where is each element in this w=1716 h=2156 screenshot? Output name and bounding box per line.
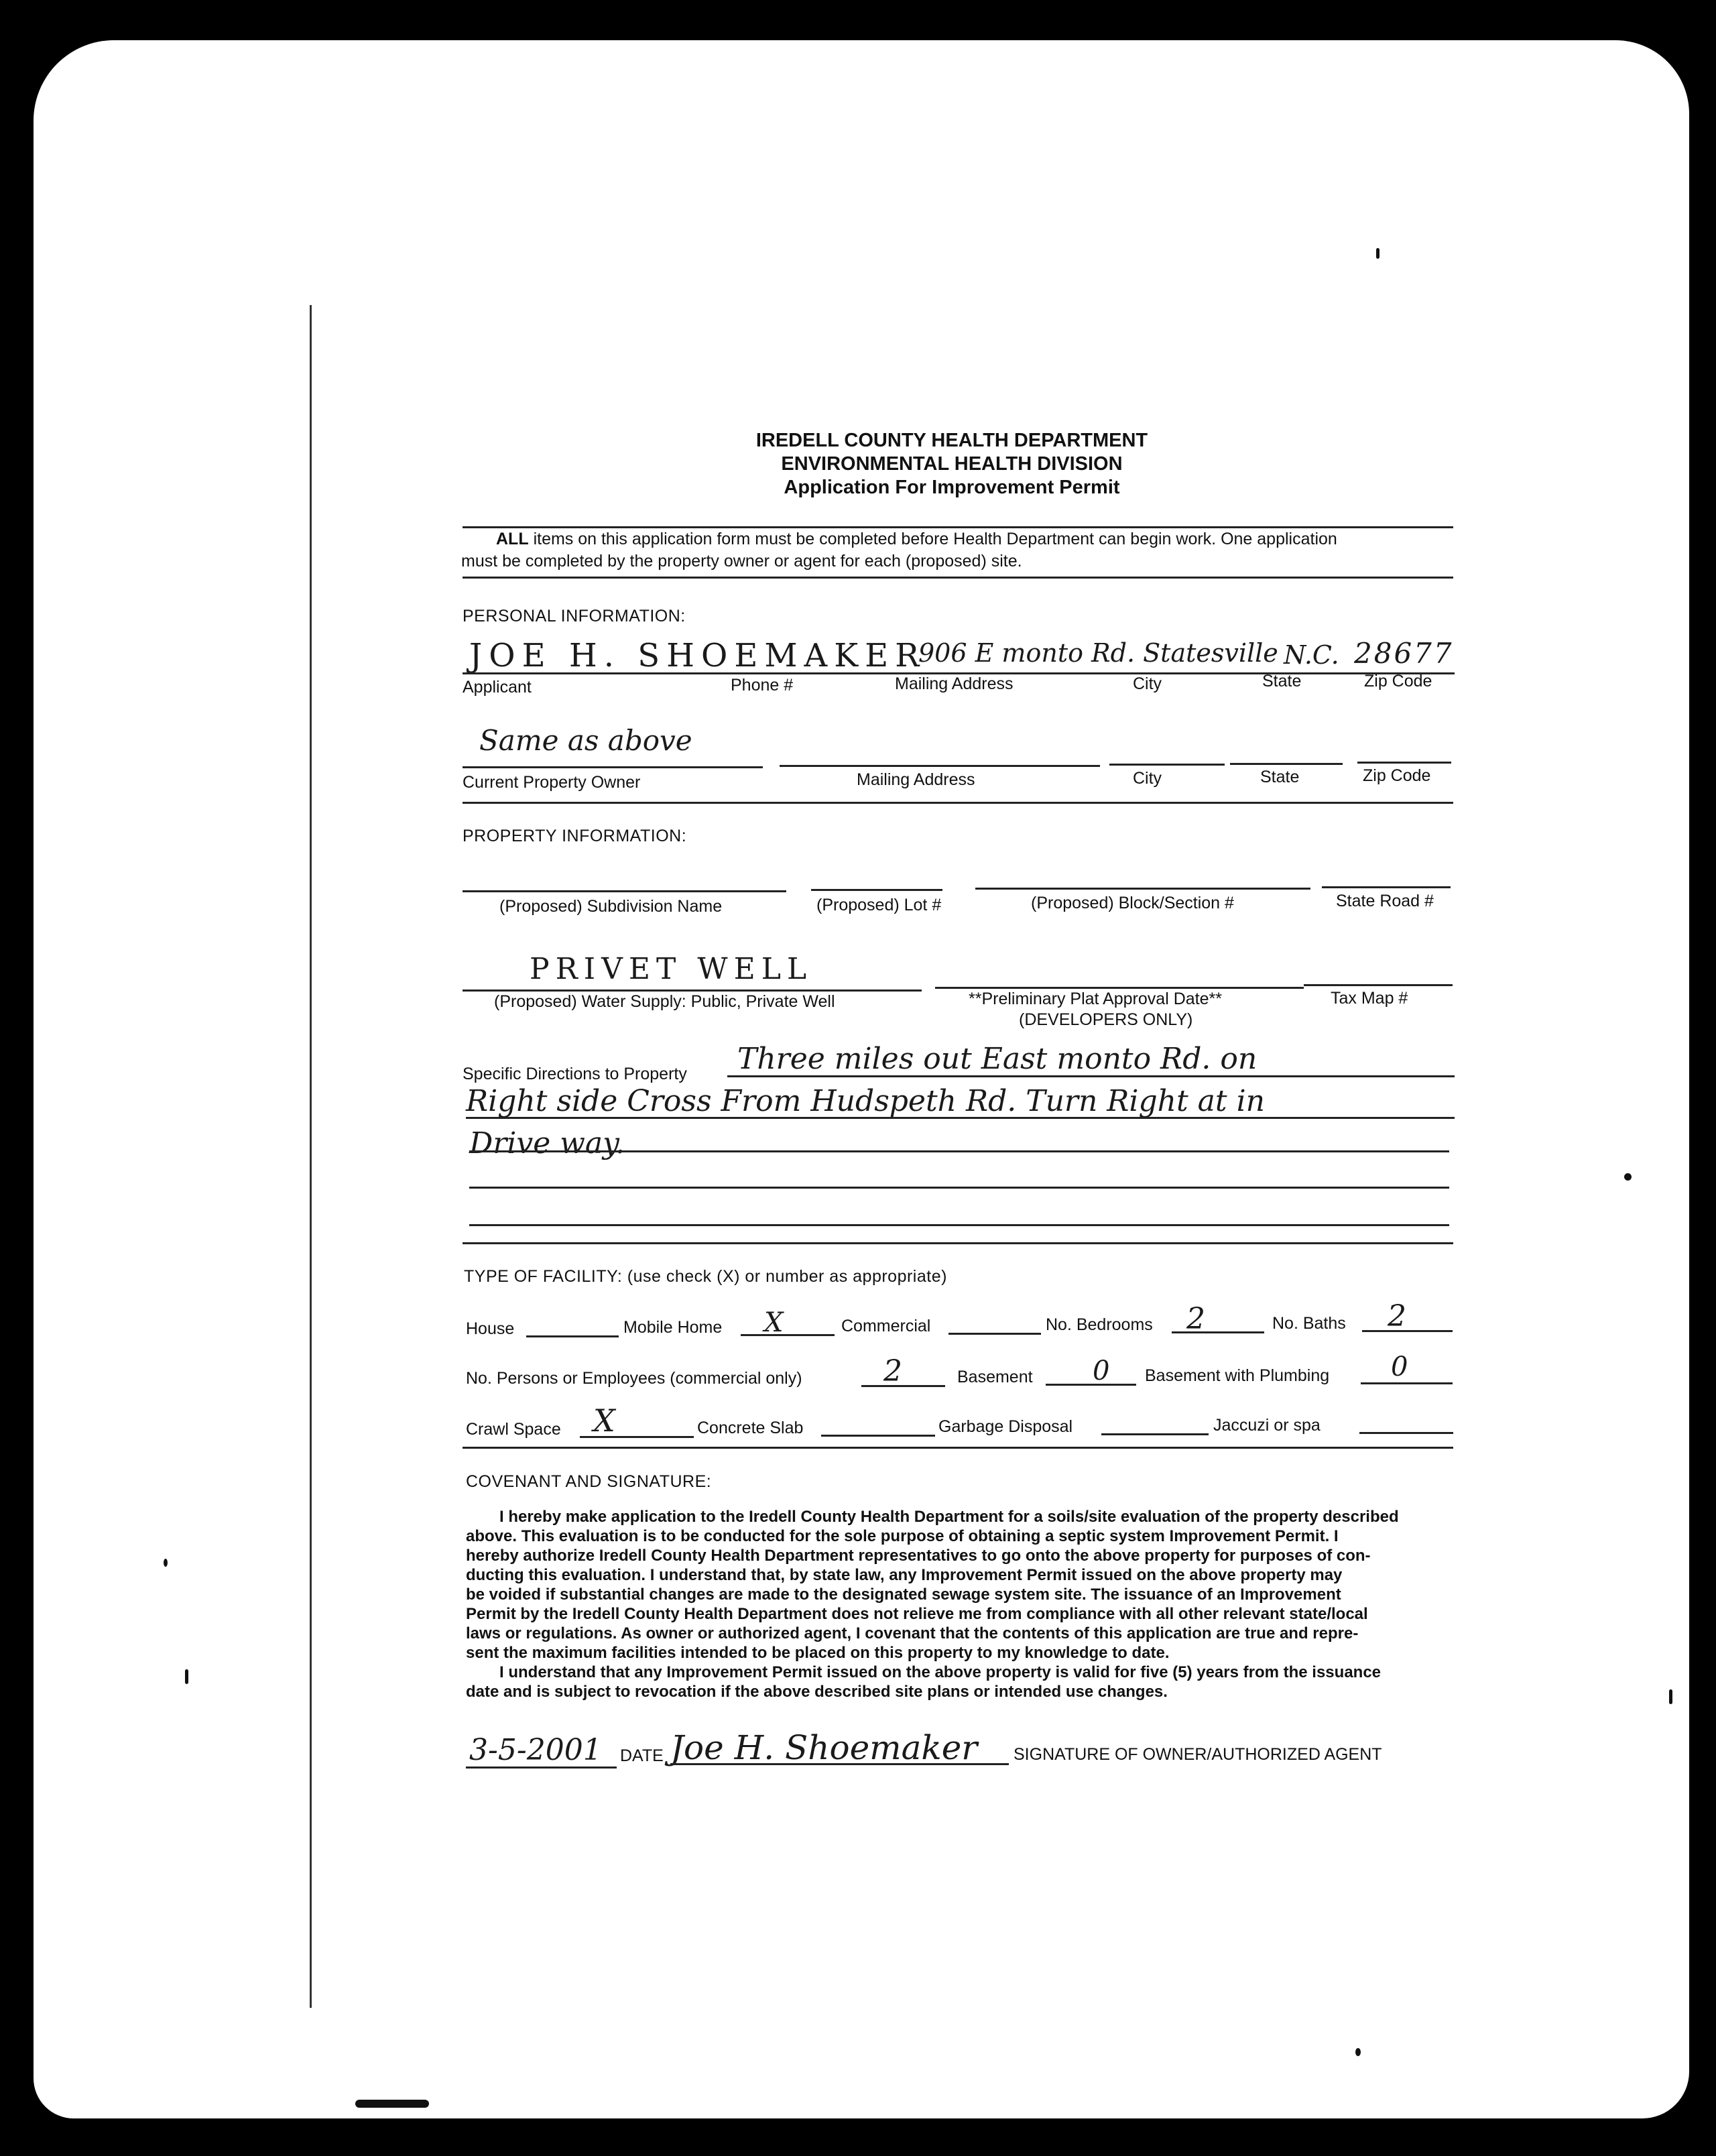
paper-sheet [34,40,1689,2118]
covenant-line: date and is subject to revocation if the above described site plans or intended use changes. [466,1683,1168,1701]
baths-line [1362,1330,1453,1332]
signature-value: Joe H. Shoemaker [670,1728,978,1767]
subdivision-label: (Proposed) Subdivision Name [499,897,723,916]
scan-smudge [355,2100,429,2108]
facility-heading-text: TYPE OF FACILITY: [464,1267,623,1286]
scan-speck [164,1559,168,1567]
covenant-paragraph-1 [466,1507,1458,1701]
scan-speck [1376,248,1380,259]
signature-label: SIGNATURE OF OWNER/AUTHORIZED AGENT [1014,1745,1382,1764]
date-value: 3-5-2001 [469,1733,602,1767]
taxmap-line [1304,984,1453,986]
crawl-space-line [580,1436,694,1438]
directions-label: Specific Directions to Property [463,1065,687,1083]
basement-line [1046,1384,1136,1386]
lot-label: (Proposed) Lot # [816,896,942,914]
applicant-state-value: N.C. [1284,640,1339,670]
directions-rule-3 [469,1150,1449,1152]
owner-mailing-line [780,765,1100,767]
directions-rule-5 [469,1224,1449,1226]
garbage-disposal-line [1101,1433,1209,1435]
facility-heading [464,1267,947,1286]
state-label: State [1262,672,1302,691]
zip-label: Zip Code [1364,672,1432,691]
covenant-line: hereby authorize Iredell County Health Department representatives to go onto the above property for purposes of con- [466,1547,1371,1565]
persons-label: No. Persons or Employees (commercial only) [466,1369,802,1388]
lot-line [811,889,942,891]
owner-value: Same as above [479,724,692,757]
basement-plumbing-line [1361,1382,1453,1384]
scan-speck [1355,2048,1361,2056]
baths-value: 2 [1388,1299,1406,1333]
mobile-home-value: X [764,1307,784,1338]
intro-text [496,530,1461,549]
covenant-line: above. This evaluation is to be conducted for the sole purpose of obtaining a septic system Improvement Permit. I [466,1527,1339,1545]
phone-label: Phone # [731,676,794,695]
house-line [526,1335,619,1337]
basement-plumbing-value: 0 [1391,1352,1408,1382]
jacuzzi-label: Jaccuzi or spa [1213,1416,1321,1435]
basement-value: 0 [1093,1356,1110,1386]
owner-zip-label: Zip Code [1363,766,1431,785]
covenant-line: sent the maximum facilities intended to be placed on this property to my knowledge to date. [466,1644,1170,1662]
facility-heading-note: (use check (X) or number as appropriate) [627,1267,947,1286]
jacuzzi-line [1359,1432,1453,1434]
bedrooms-line [1172,1331,1264,1333]
subdivision-line [463,890,786,892]
owner-city-label: City [1133,769,1162,788]
covenant-line: Permit by the Iredell County Health Department does not relieve me from compliance with all other relevant state/local [466,1605,1368,1623]
property-heading: PROPERTY INFORMATION: [463,827,687,845]
form-title: Application For Improvement Permit [784,477,1120,498]
covenant-line: laws or regulations. As owner or authorized agent, I covenant that the contents of this application are true and repre- [466,1624,1359,1642]
baths-label: No. Baths [1272,1314,1346,1333]
rule [463,1242,1453,1244]
signature-line [670,1763,1009,1765]
persons-value: 2 [883,1354,902,1388]
division-title: ENVIRONMENTAL HEALTH DIVISION [781,453,1123,475]
road-label: State Road # [1336,892,1434,910]
owner-label: Current Property Owner [463,773,641,792]
intro-text-1: items on this application form must be completed before Health Department can begin work. One application [533,530,1337,548]
directions-rule-2 [466,1117,1455,1119]
department-title: IREDELL COUNTY HEALTH DEPARTMENT [755,430,1148,451]
rule [463,577,1453,579]
date-label: DATE [620,1746,664,1765]
directions-rule-4 [469,1187,1449,1189]
applicant-name-value: JOE H. SHOEMAKER [469,637,926,674]
intro-all: ALL [496,530,529,548]
block-line [975,888,1310,890]
mobile-home-label: Mobile Home [623,1318,723,1337]
mailing-label: Mailing Address [895,674,1014,693]
margin-line [310,305,312,2008]
crawl-space-label: Crawl Space [466,1420,561,1439]
concrete-slab-label: Concrete Slab [697,1419,804,1437]
intro-text-2: must be completed by the property owner or agent for each (proposed) site. [461,552,1022,571]
plat-label: **Preliminary Plat Approval Date** [969,990,1222,1008]
road-line [1322,886,1451,888]
owner-state-line [1230,763,1343,765]
scan-speck [1624,1173,1632,1181]
commercial-line [948,1333,1041,1335]
rule [463,1447,1453,1449]
scan-speck [1669,1689,1672,1704]
covenant-heading: COVENANT AND SIGNATURE: [466,1472,712,1491]
owner-zip-line [1357,762,1451,764]
owner-city-line [1109,764,1225,766]
applicant-zip-value: 28677 [1354,637,1454,670]
applicant-address-value: 906 E monto Rd. Statesville [918,638,1278,668]
covenant-line: be voided if substantial changes are made to the designated sewage system site. The issuance of an Improvement [466,1585,1341,1604]
city-label: City [1133,674,1162,693]
directions-line-1: Three miles out East monto Rd. on [737,1042,1258,1076]
basement-label: Basement [957,1368,1033,1386]
directions-line-3: Drive way. [469,1126,625,1160]
plat-line [935,987,1304,989]
block-label: (Proposed) Block/Section # [1031,894,1234,912]
concrete-slab-line [821,1435,935,1437]
applicant-label: Applicant [463,678,532,697]
rule [463,802,1453,804]
mobile-home-line [741,1334,835,1336]
directions-rule-1 [727,1075,1455,1077]
persons-line [861,1385,945,1387]
house-label: House [466,1319,515,1338]
bedrooms-value: 2 [1186,1302,1205,1336]
owner-state-label: State [1260,768,1300,786]
developers-label: (DEVELOPERS ONLY) [1019,1010,1193,1029]
garbage-disposal-label: Garbage Disposal [938,1417,1073,1436]
owner-mailing-label: Mailing Address [857,770,975,789]
personal-heading: PERSONAL INFORMATION: [463,607,686,625]
covenant-line: I hereby make application to the Iredell County Health Department for a soils/site evaluation of the property described [499,1508,1399,1526]
taxmap-label: Tax Map # [1331,989,1408,1008]
crawl-space-value: X [593,1402,615,1439]
commercial-label: Commercial [841,1317,931,1335]
rule [463,526,1453,528]
scan-speck [185,1669,188,1684]
water-line [463,990,922,992]
water-supply-value: PRIVET WELL [530,952,813,986]
basement-plumbing-label: Basement with Plumbing [1145,1366,1330,1385]
owner-line [463,766,763,768]
bedrooms-label: No. Bedrooms [1046,1315,1153,1334]
directions-line-2: Right side Cross From Hudspeth Rd. Turn Right at in [466,1084,1265,1118]
covenant-line: I understand that any Improvement Permit issued on the above property is valid for five (5) years from the issuance [499,1663,1382,1681]
covenant-line: ducting this evaluation. I understand that, by state law, any Improvement Permit issued on the above property may [466,1566,1343,1584]
water-label: (Proposed) Water Supply: Public, Private Well [494,992,835,1011]
date-line [466,1766,617,1769]
